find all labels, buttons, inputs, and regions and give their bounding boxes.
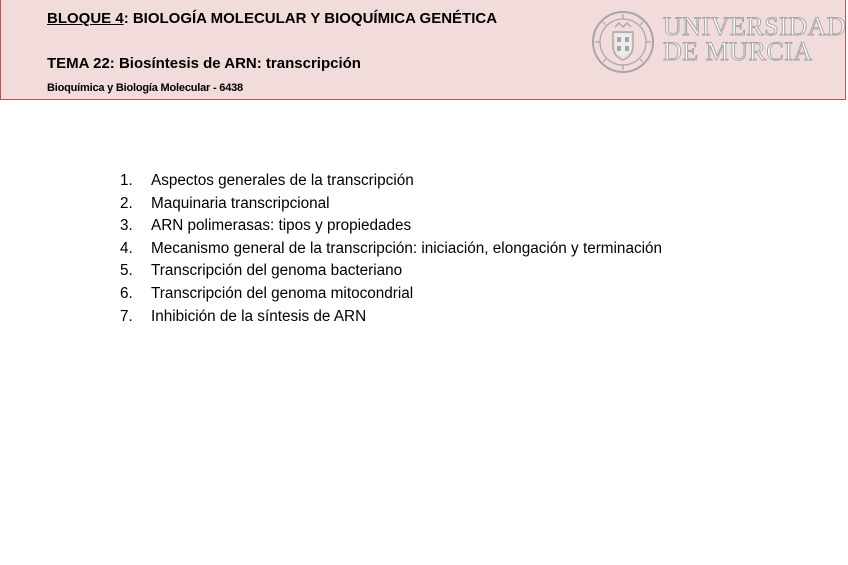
toc-item <box>120 283 662 306</box>
toc-item <box>120 215 662 238</box>
slide-header <box>0 0 846 100</box>
toc-item-text: Inhibición de la síntesis de ARN <box>151 307 367 325</box>
toc-item-number: 6. <box>120 284 133 302</box>
university-wordmark-line2: DE MURCIA <box>663 37 813 66</box>
toc-item-text: Aspectos generales de la transcripción <box>151 172 414 189</box>
tema-title: TEMA 22: Biosíntesis de ARN: transcripción <box>47 55 361 72</box>
toc-item <box>120 260 662 283</box>
toc-item-number: 2. <box>120 194 133 212</box>
toc-item-text: Transcripción del genoma bacteriano <box>151 262 403 280</box>
toc-item-text: ARN polimerasas: tipos y propiedades <box>151 217 412 235</box>
toc-item <box>120 193 662 216</box>
university-wordmark <box>663 14 846 64</box>
university-wordmark-line1: UNIVERSIDAD <box>663 12 847 41</box>
bloque-title: : BIOLOGÍA MOLECULAR Y BIOQUÍMICA GENÉTICA <box>123 10 498 27</box>
university-logo <box>591 10 847 74</box>
toc-item <box>120 238 662 261</box>
toc-item <box>120 170 662 193</box>
toc-item-number: 3. <box>120 217 133 235</box>
toc-item-text: Maquinaria transcripcional <box>151 194 330 212</box>
table-of-contents <box>120 170 662 328</box>
toc-item-number: 7. <box>120 307 133 325</box>
toc-item <box>120 306 662 329</box>
bloque-label: BLOQUE 4 <box>47 10 124 27</box>
toc-item-number: 1. <box>120 172 133 189</box>
toc-item-text: Mecanismo general de la transcripción: iniciación, elongación y terminación <box>151 239 663 257</box>
toc-item-number: 4. <box>120 239 133 257</box>
bloque-heading <box>47 10 497 27</box>
toc-item-number: 5. <box>120 262 133 280</box>
course-name: Bioquímica y Biología Molecular - 6438 <box>47 82 243 94</box>
toc-item-text: Transcripción del genoma mitocondrial <box>151 284 414 302</box>
university-seal-icon <box>591 10 655 74</box>
